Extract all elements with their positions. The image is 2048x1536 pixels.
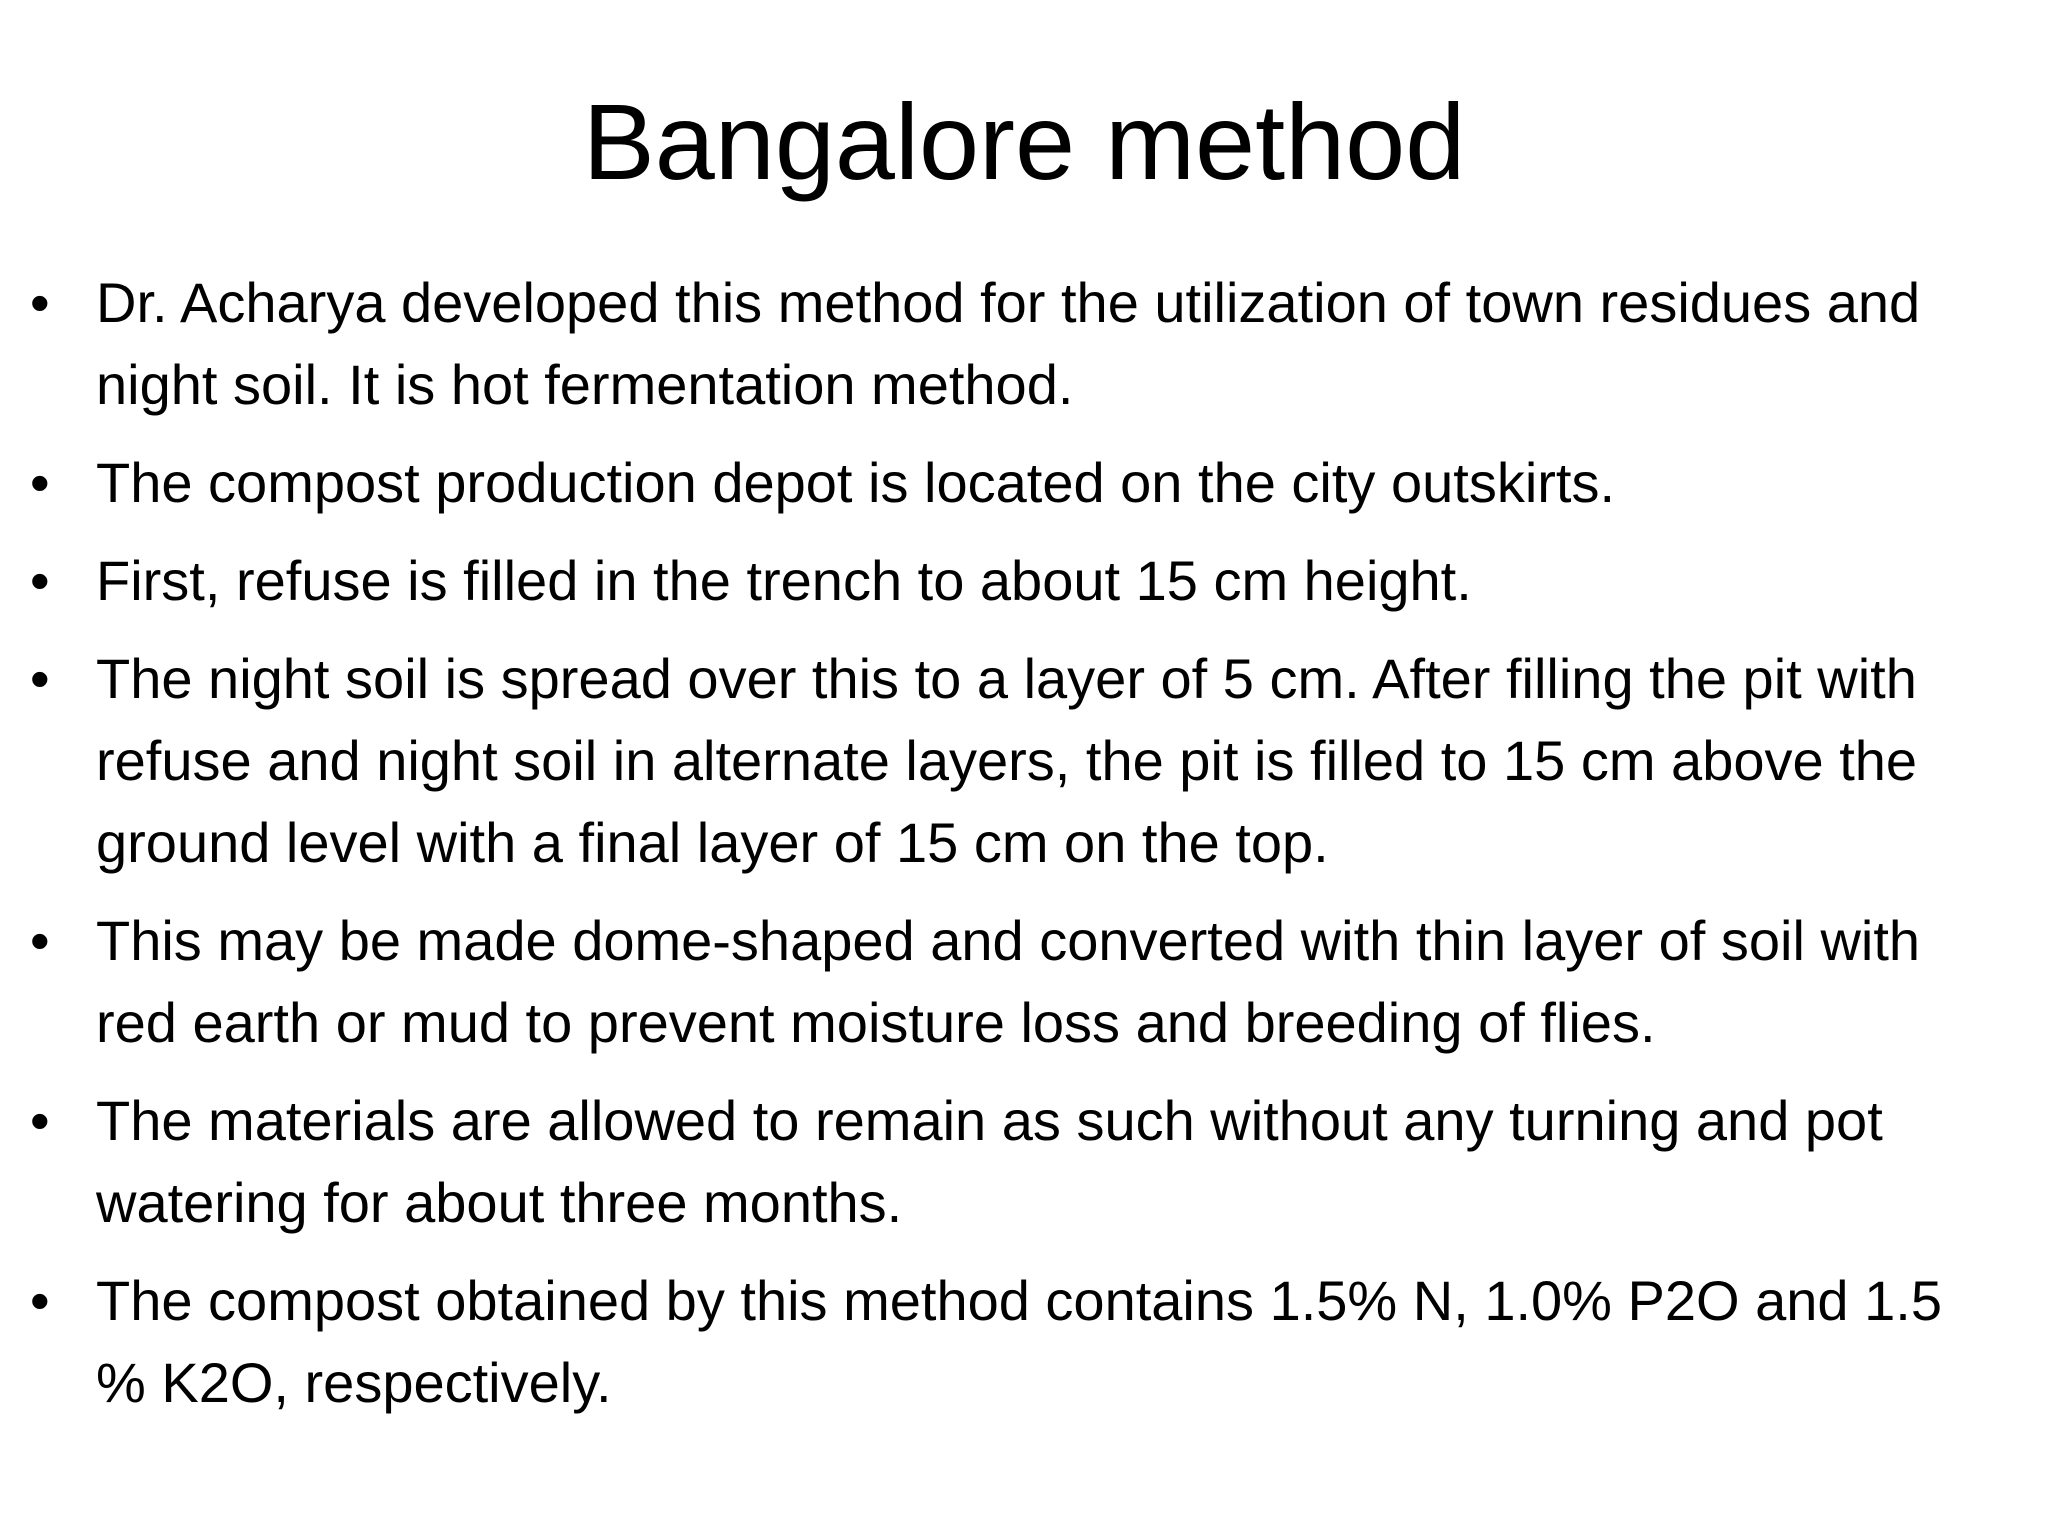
- bullet-item: [0, 1080, 1976, 1244]
- bullet-icon: •: [30, 271, 50, 334]
- bullet-text: The materials are allowed to remain as such without any turning and pot watering for about three months.: [96, 1089, 1883, 1234]
- bullet-item: [0, 262, 1976, 426]
- bullet-item: [0, 638, 1976, 884]
- bullet-icon: •: [30, 647, 50, 710]
- bullet-text: The compost production depot is located on the city outskirts.: [96, 451, 1616, 514]
- bullet-item: [0, 540, 1976, 622]
- slide-title: Bangalore method: [582, 81, 1466, 202]
- bullet-icon: •: [30, 451, 50, 514]
- bullet-icon: •: [30, 909, 50, 972]
- bullet-item: [0, 1260, 1976, 1424]
- bullet-text: The night soil is spread over this to a layer of 5 cm. After filling the pit with refuse and night soil in alternate layers, the pit is filled to 15 cm above the ground level with a final layer of 15 cm on the top.: [96, 647, 1918, 874]
- bullet-item: [0, 900, 1976, 1064]
- bullet-icon: •: [30, 549, 50, 612]
- bullet-list: [0, 262, 2000, 1440]
- bullet-text: The compost obtained by this method contains 1.5% N, 1.0% P2O and 1.5 % K2O, respectively.: [96, 1269, 1942, 1414]
- bullet-text: This may be made dome-shaped and converted with thin layer of soil with red earth or mud to prevent moisture loss and breeding of flies.: [96, 909, 1921, 1054]
- bullet-icon: •: [30, 1269, 50, 1332]
- bullet-text: Dr. Acharya developed this method for the utilization of town residues and night soil. It is hot fermentation method.: [96, 271, 1921, 416]
- bullet-item: [0, 442, 1976, 524]
- bullet-text: First, refuse is filled in the trench to about 15 cm height.: [96, 549, 1472, 612]
- bullet-icon: •: [30, 1089, 50, 1152]
